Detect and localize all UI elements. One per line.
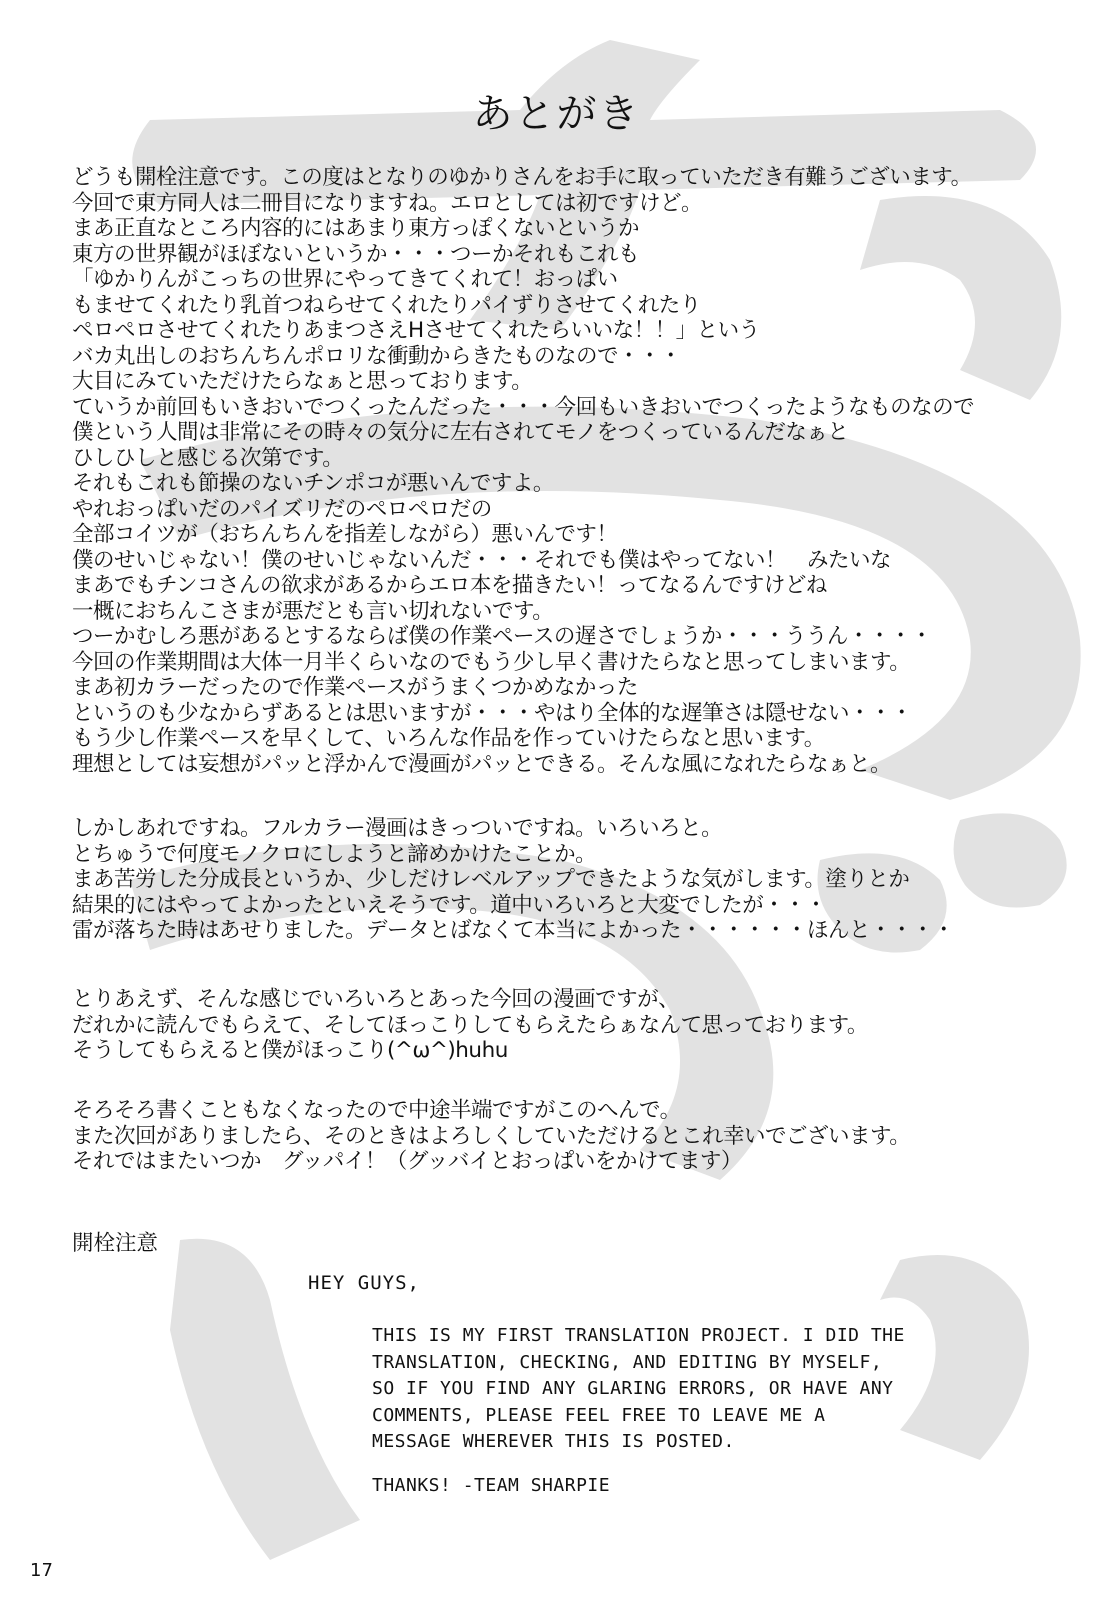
text-line: まあ苦労した分成長というか、少しだけレベルアップできたような気がします。塗りとか [72, 867, 910, 892]
text-line: また次回がありましたら、そのときはよろしくしていただけるとこれ幸いでございます。 [72, 1123, 911, 1149]
text-line: 今回で東方同人は二冊目になりますね。エロとしては初ですけど。 [72, 190, 703, 216]
text-line: 「ゆかりんがこっちの世界にやってきてくれて！おっぱい [72, 267, 618, 292]
afterword-paragraph-4 [72, 1098, 1082, 1175]
text-line: それもこれも節操のないチンポコが悪いんですよ。 [72, 471, 554, 496]
translator-note [372, 1323, 1052, 1456]
translator-note-line: THIS IS MY FIRST TRANSLATION PROJECT. I DID THE [372, 1325, 905, 1346]
translator-note-line: SO IF YOU FIND ANY GLARING ERRORS, OR HAVE ANY [372, 1378, 894, 1400]
translator-note-line: COMMENTS, PLEASE FEEL FREE TO LEAVE ME A [372, 1404, 826, 1426]
text-line: それではまたいつか グッパイ！（グッバイとおっぱいをかけてます） [72, 1149, 742, 1174]
text-line: 東方の世界観がほぼないというか・・・つーかそれもこれも [72, 241, 640, 267]
text-line: そろそろ書くこともなくなったので中途半端ですがこのへんで。 [72, 1098, 681, 1123]
afterword-paragraph-2 [72, 816, 1082, 944]
text-line: もませてくれたり乳首つねらせてくれたりパイずりさせてくれたり [72, 292, 701, 318]
page-number: 17 [30, 1560, 53, 1581]
text-line: 大目にみていただけたらなぁと思っております。 [72, 369, 533, 394]
afterword-paragraph-3 [72, 987, 1082, 1064]
text-line: ペロペロさせてくれたりあまつさえHさせてくれたらいいな！！」という [72, 318, 760, 343]
text-line: 雷が落ちた時はあせりました。データとばなくて本当によかった・・・・・・ほんと・・・・ [72, 918, 955, 943]
text-line: まあ正直なところ内容的にはあまり東方っぽくないというか [72, 216, 640, 241]
text-line: ていうか前回もいきおいでつくったんだった・・・今回もいきおいでつくったようなものなので [72, 394, 975, 420]
text-line: 理想としては妄想がパッと浮かんで漫画がパッとできる。そんな風になれたらなぁと。 [72, 751, 892, 777]
text-line: しかしあれですね。フルカラー漫画はきっついですね。いろいろと。 [72, 816, 723, 841]
text-line: 僕のせいじゃない！僕のせいじゃないんだ・・・それでも僕はやってない！ みたいな [72, 547, 892, 573]
page-title: あとがき [472, 91, 641, 137]
text-line: そうしてもらえると僕がほっこり(^ω^)huhu [72, 1038, 508, 1063]
afterword-paragraph-1 [72, 165, 1082, 777]
text-line: どうも開栓注意です。この度はとなりのゆかりさんをお手に取っていただき有難うございます。 [72, 165, 972, 190]
translator-note-line: TRANSLATION, CHECKING, AND EDITING BY MYSELF, [372, 1351, 883, 1373]
text-line: 僕という人間は非常にその時々の気分に左右されてモノをつくっているんだなぁと [72, 420, 849, 445]
text-line: ひしひしと感じる次第です。 [72, 445, 344, 471]
text-line: やれおっぱいだのパイズリだのペロペロだの [72, 496, 492, 522]
author-signature: 開栓注意 [72, 1231, 159, 1256]
text-line: だれかに読んでもらえて、そしてほっこりしてもらえたらぁなんて思っております。 [72, 1012, 868, 1038]
text-line: というのも少なからずあるとは思いますが・・・やはり全体的な遅筆さは隠せない・・・ [72, 700, 913, 726]
text-line: つーかむしろ悪があるとするならば僕の作業ペースの遅さでしょうか・・・ううん・・・・ [72, 624, 932, 649]
text-line: まあでもチンコさんの欲求があるからエロ本を描きたい！ってなるんですけどね [72, 573, 827, 598]
translator-greeting: HEY GUYS, [308, 1272, 420, 1294]
text-line: 結果的にはやってよかったといえそうです。道中いろいろと大変でしたが・・・ [72, 892, 827, 918]
text-line: 今回の作業期間は大体一月半くらいなのでもう少し早く書けたらなと思ってしまいます。 [72, 649, 911, 675]
text-line: まあ初カラーだったので作業ペースがうまくつかめなかった [72, 675, 638, 700]
translator-thanks: THANKS! -TEAM SHARPIE [372, 1475, 611, 1496]
text-line: とちゅうで何度モノクロにしようと諦めかけたことか。 [72, 841, 597, 867]
text-line: とりあえず、そんな感じでいろいろとあった今回の漫画ですが、 [72, 987, 680, 1012]
text-line: 全部コイツが（おちんちんを指差しながら）悪いんです！ [72, 522, 618, 547]
text-line: もう少し作業ペースを早くして、いろんな作品を作っていけたらなと思います。 [72, 726, 825, 751]
translator-note-line: MESSAGE WHEREVER THIS IS POSTED. [372, 1431, 735, 1453]
text-line: 一概におちんこさまが悪だとも言い切れないです。 [72, 598, 554, 624]
text-line: バカ丸出しのおちんちんポロリな衝動からきたものなので・・・ [72, 343, 682, 369]
